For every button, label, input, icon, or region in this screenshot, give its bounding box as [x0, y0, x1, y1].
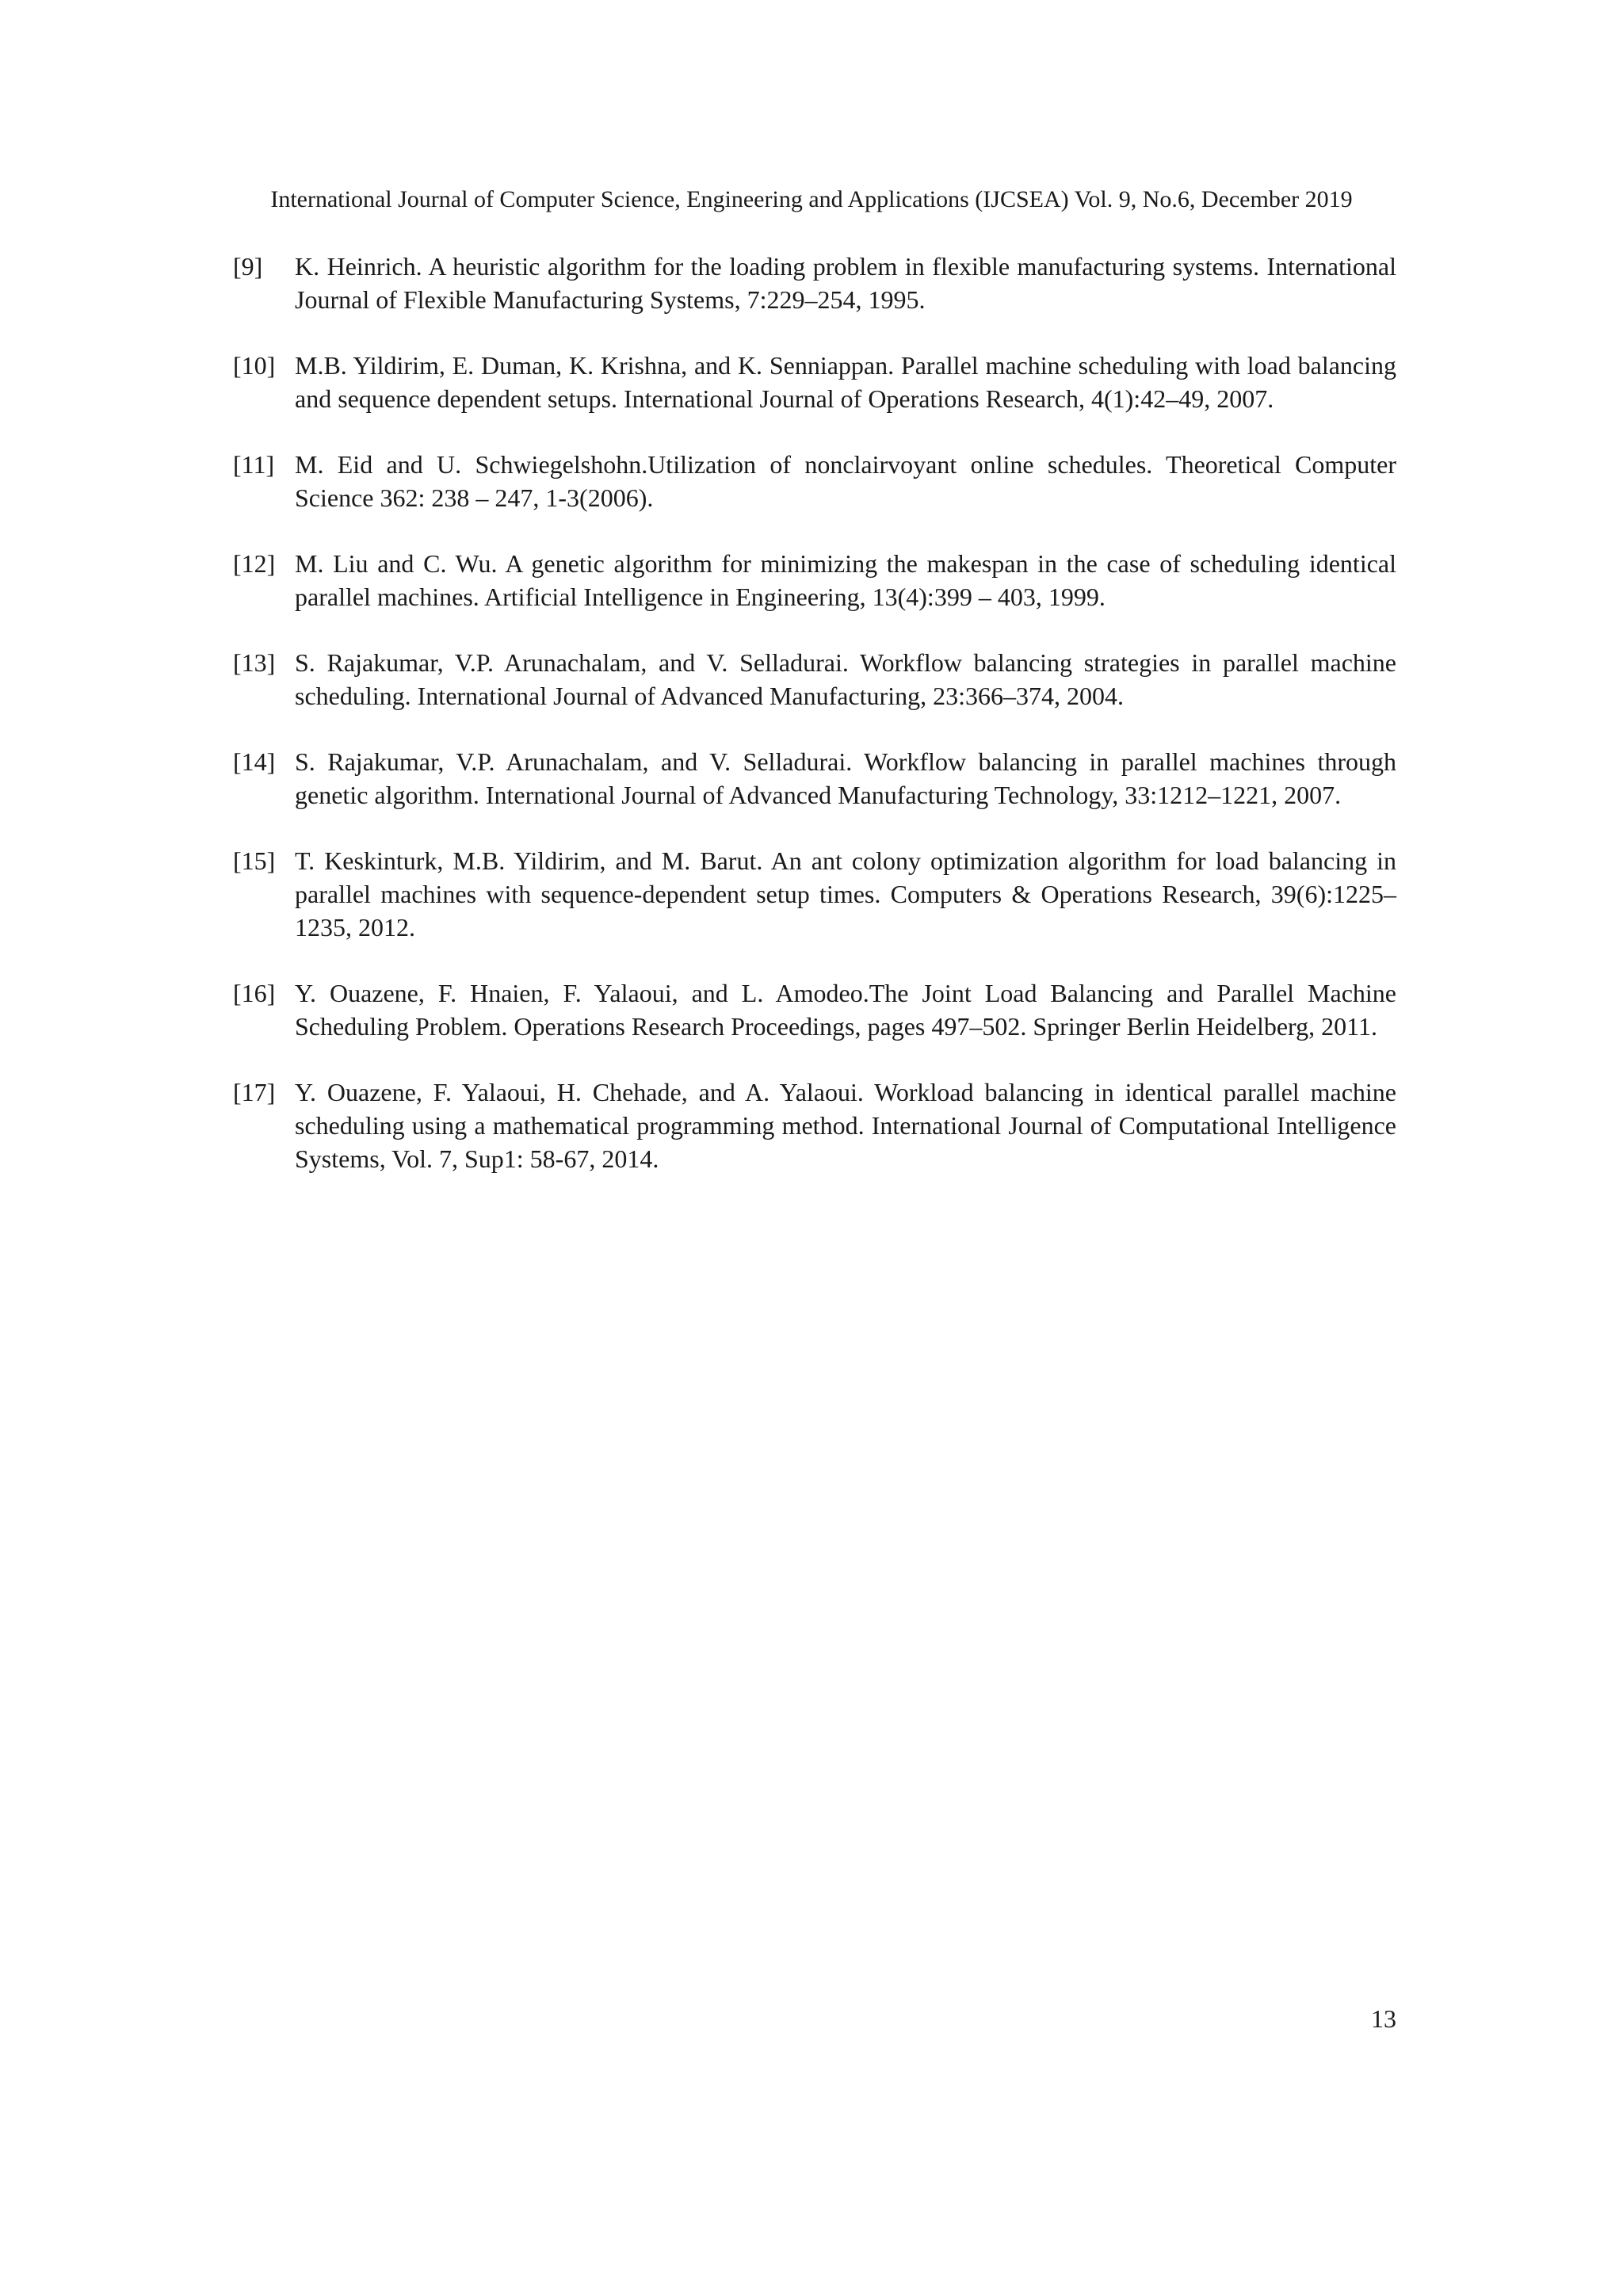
reference-text: M. Eid and U. Schwiegelshohn.Utilization of nonclairvoyant online schedules. Theoretical Computer Science 362: 238 – 247, 1-3(2006). [295, 450, 1396, 512]
reference-text: Y. Ouazene, F. Hnaien, F. Yalaoui, and L. Amodeo.The Joint Load Balancing and Parallel Machine Scheduling Problem. Operations Research Proceedings, pages 497–502. Springer Berlin Heidelberg, 2011. [295, 979, 1396, 1041]
reference-number: [16] [233, 979, 276, 1007]
reference-number: [9] [233, 252, 263, 281]
reference-text: M. Liu and C. Wu. A genetic algorithm for minimizing the makespan in the case of scheduling identical parallel machines. Artificial Intelligence in Engineering, 13(4):399 – 403, 1999. [295, 549, 1396, 611]
reference-item-15 [233, 844, 1396, 944]
reference-text: Y. Ouazene, F. Yalaoui, H. Chehade, and A. Yalaoui. Workload balancing in identical parallel machine scheduling using a mathematical programming method. International Journal of Computational Intelligence Systems, Vol. 7, Sup1: 58-67, 2014. [295, 1078, 1396, 1173]
reference-text: M.B. Yildirim, E. Duman, K. Krishna, and K. Senniappan. Parallel machine scheduling with load balancing and sequence dependent setups. International Journal of Operations Research, 4(1):42–49, 2007. [295, 351, 1396, 413]
reference-item-10 [233, 349, 1396, 415]
reference-number: [15] [233, 846, 276, 875]
reference-number: [11] [233, 450, 275, 479]
reference-number: [13] [233, 648, 276, 677]
reference-item-14 [233, 745, 1396, 812]
reference-number: [10] [233, 351, 276, 380]
reference-list [233, 250, 1396, 1208]
reference-number: [14] [233, 747, 276, 776]
reference-item-9 [233, 250, 1396, 316]
reference-number: [12] [233, 549, 276, 578]
reference-text: K. Heinrich. A heuristic algorithm for the loading problem in flexible manufacturing systems. International Journal of Flexible Manufacturing Systems, 7:229–254, 1995. [295, 252, 1396, 314]
reference-item-11 [233, 448, 1396, 514]
reference-item-13 [233, 646, 1396, 712]
page-number: 13 [1371, 2004, 1396, 2033]
reference-text: S. Rajakumar, V.P. Arunachalam, and V. Selladurai. Workflow balancing strategies in parallel machine scheduling. International Journal of Advanced Manufacturing, 23:366–374, 2004. [295, 648, 1396, 710]
reference-item-16 [233, 976, 1396, 1043]
reference-item-12 [233, 547, 1396, 613]
reference-number: [17] [233, 1078, 276, 1106]
reference-text: S. Rajakumar, V.P. Arunachalam, and V. Selladurai. Workflow balancing in parallel machines through genetic algorithm. International Journal of Advanced Manufacturing Technology, 33:1212–1221, 2007. [295, 747, 1396, 809]
reference-item-17 [233, 1075, 1396, 1175]
running-header: International Journal of Computer Science, Engineering and Applications (IJCSEA) Vol. 9, No.6, December 2019 [270, 186, 1353, 212]
reference-text: T. Keskinturk, M.B. Yildirim, and M. Barut. An ant colony optimization algorithm for load balancing in parallel machines with sequence-dependent setup times. Computers & Operations Research, 39(6):1225– 1235, 2012. [295, 846, 1396, 942]
